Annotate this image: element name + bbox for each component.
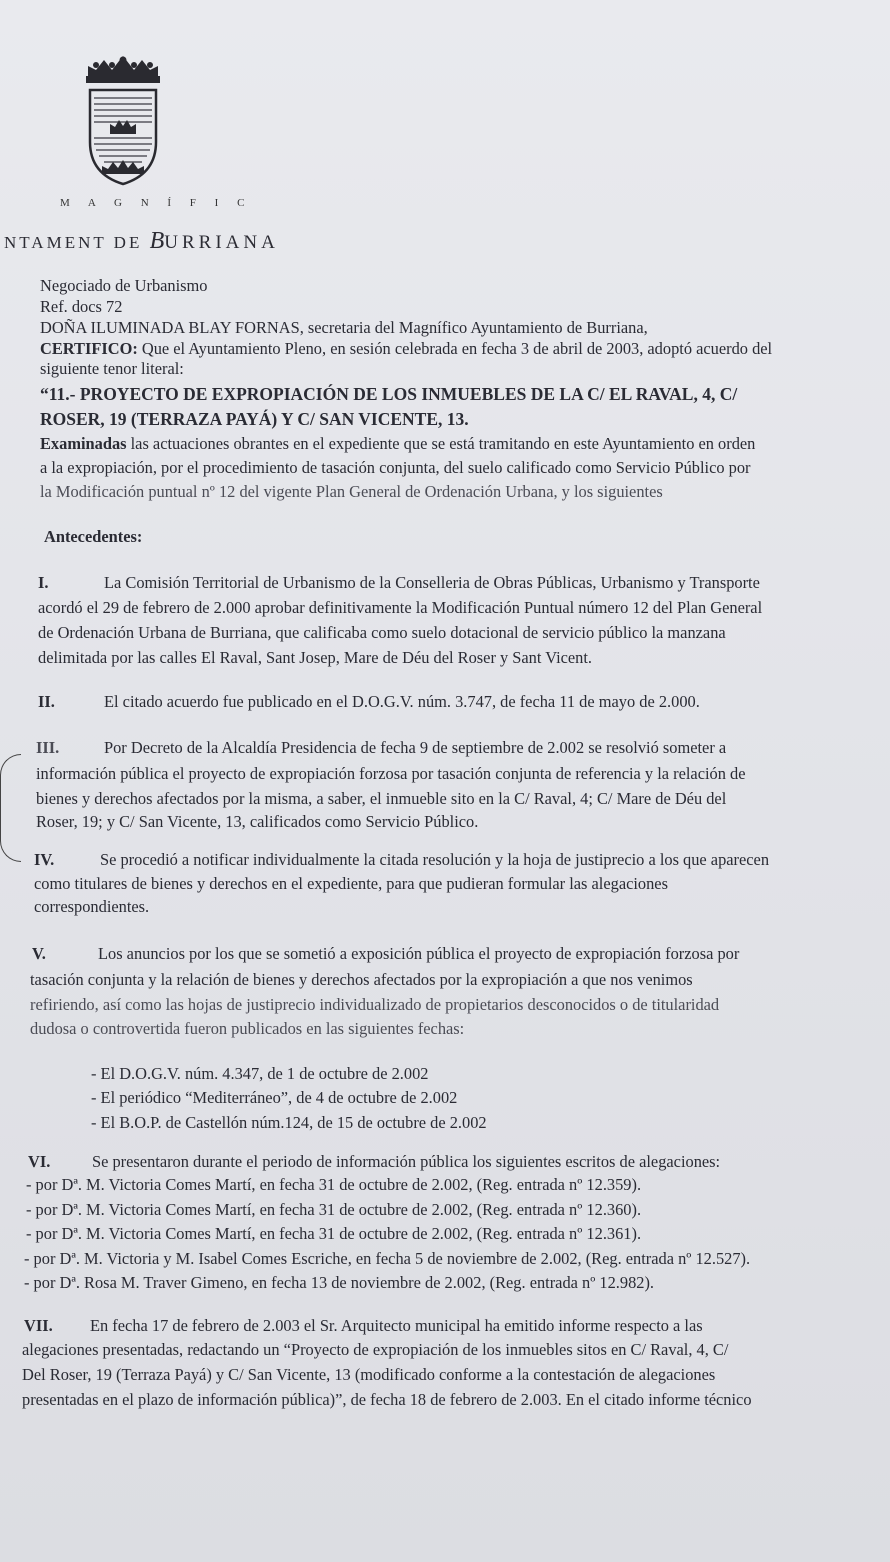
secretary-rest: , secretaria del Magnífico Ayuntamiento de Burriana,: [299, 318, 648, 337]
section-VI-line: Se presentaron durante el periodo de información pública los siguientes escritos de alegaciones:: [92, 1152, 721, 1171]
intro-first-word: Examinadas: [40, 434, 127, 453]
section-I-line: La Comisión Territorial de Urbanismo de la Conselleria de Obras Públicas, Urbanismo y Transporte: [104, 573, 760, 592]
section-V-line: tasación conjunta y la relación de bienes y derechos afectados por la expropiación a que nos venimos: [30, 970, 693, 989]
antecedentes-heading: Antecedentes:: [44, 527, 143, 546]
letterhead-city-initial: B: [149, 228, 165, 254]
coat-of-arms-icon: [82, 56, 164, 186]
section-VII-label: VII.: [24, 1316, 53, 1335]
section-I-line: delimitada por las calles El Raval, Sant Josep, Mare de Déu del Roser y Sant Vicent.: [38, 648, 593, 667]
section-VII-line: alegaciones presentadas, redactando un “Proyecto de expropiación de los inmuebles sitos en C/ Raval, 4, C/: [22, 1340, 729, 1359]
section-III-line: información pública el proyecto de expropiación forzosa por tasación conjunta de referencia y la relación de: [36, 764, 746, 783]
section-I-label: I.: [38, 573, 49, 592]
letterhead-prefix: NTAMENT DE: [4, 233, 150, 252]
intro-line1: [40, 434, 755, 454]
section-V-line: refiriendo, así como las hojas de justiprecio individualizado de propietarios desconocidos o de titularidad: [30, 995, 720, 1014]
section-V-item: - El B.O.P. de Castellón núm.124, de 15 de octubre de 2.002: [91, 1113, 487, 1132]
agreement-title-line1: “11.- PROYECTO DE EXPROPIACIÓN DE LOS INMUEBLES DE LA C/ EL RAVAL, 4, C/: [40, 384, 738, 404]
intro-line2: a la expropiación, por el procedimiento de tasación conjunta, del suelo calificado como Servicio Público por: [40, 458, 751, 477]
section-III-line: Por Decreto de la Alcaldía Presidencia de fecha 9 de septiembre de 2.002 se resolvió someter a: [104, 738, 727, 757]
section-VI-item: - por Dª. M. Victoria y M. Isabel Comes Escriche, en fecha 5 de noviembre de 2.002, (Reg. entrada nº 12.527).: [24, 1249, 751, 1268]
section-II-label: II.: [38, 692, 55, 711]
section-IV-line: Se procedió a notificar individualmente la citada resolución y la hoja de justiprecio a los que aparecen: [100, 850, 770, 869]
section-IV-label: IV.: [34, 850, 55, 869]
section-V-line: Los anuncios por los que se sometió a exposición pública el proyecto de expropiación forzosa por: [98, 944, 740, 963]
section-V-line: dudosa o controvertida fueron publicados en las siguientes fechas:: [30, 1019, 465, 1038]
section-I-line: acordó el 29 de febrero de 2.000 aprobar definitivamente la Modificación Puntual número 12 del Plan General: [38, 598, 763, 617]
section-III-line: Roser, 19; y C/ San Vicente, 13, calificados como Servicio Público.: [36, 812, 479, 831]
section-VI-item: - por Dª. M. Victoria Comes Martí, en fecha 31 de octubre de 2.002, (Reg. entrada nº 12.361).: [26, 1224, 642, 1243]
section-IV-line: como titulares de bienes y derechos en el expediente, para que pudieran formular las alegaciones: [34, 874, 668, 893]
section-II-line: El citado acuerdo fue publicado en el D.O.G.V. núm. 3.747, de fecha 11 de mayo de 2.000.: [104, 692, 700, 711]
certifico-label: CERTIFICO:: [40, 339, 138, 358]
intro-line1-rest: las actuaciones obrantes en el expediente que se está tramitando en este Ayuntamiento en orden: [126, 434, 756, 453]
agreement-title-line2: ROSER, 19 (TERRAZA PAYÁ) Y C/ SAN VICENTE, 13.: [40, 409, 469, 429]
letterhead-city-rest: URRIANA: [164, 232, 279, 253]
certifico-line-2: siguiente tenor literal:: [40, 359, 184, 378]
section-VII-line: Del Roser, 19 (Terraza Payá) y C/ San Vicente, 13 (modificado conforme a la contestación de alegaciones: [22, 1365, 716, 1384]
section-I-line: de Ordenación Urbana de Burriana, que calificaba como suelo dotacional de servicio público la manzana: [38, 623, 726, 642]
section-V-item: - El periódico “Mediterráneo”, de 4 de octubre de 2.002: [91, 1088, 458, 1107]
intro-line3: la Modificación puntual nº 12 del vigente Plan General de Ordenación Urbana, y los siguientes: [40, 482, 663, 501]
section-III-line: bienes y derechos afectados por la misma, a saber, el inmueble sito en la C/ Raval, 4; C/ Mare de Déu del: [36, 789, 727, 808]
section-IV-line: correspondientes.: [34, 897, 150, 916]
certifico-text: Que el Ayuntamiento Pleno, en sesión celebrada en fecha 3 de abril de 2003, adoptó acuerdo del: [137, 339, 773, 358]
section-VII-line: presentadas en el plazo de información pública)”, de fecha 18 de febrero de 2.003. En el citado informe técnico: [22, 1390, 752, 1409]
department-line: Negociado de Urbanismo: [40, 276, 208, 295]
reference-line: Ref. docs 72: [40, 297, 123, 316]
secretary-line: [40, 318, 648, 338]
section-VI-item: - por Dª. M. Victoria Comes Martí, en fecha 31 de octubre de 2.002, (Reg. entrada nº 12.359).: [26, 1175, 642, 1194]
letterhead-line1: M A G N Í F I C: [60, 197, 253, 209]
section-V-item: - El D.O.G.V. núm. 4.347, de 1 de octubre de 2.002: [91, 1064, 429, 1083]
section-VI-item: - por Dª. Rosa M. Traver Gimeno, en fecha 13 de noviembre de 2.002, (Reg. entrada nº 12.982).: [24, 1273, 655, 1292]
section-III-label: III.: [36, 738, 60, 757]
section-VII-line: En fecha 17 de febrero de 2.003 el Sr. Arquitecto municipal ha emitido informe respecto a las: [90, 1316, 703, 1335]
letterhead-line2: [4, 228, 279, 255]
secretary-name: DOÑA ILUMINADA BLAY FORNAS: [40, 318, 300, 337]
section-V-label: V.: [32, 944, 46, 963]
handwritten-bracket-mark: [0, 754, 21, 862]
certifico-line: [40, 339, 772, 359]
section-VI-label: VI.: [28, 1152, 51, 1171]
section-VI-item: - por Dª. M. Victoria Comes Martí, en fecha 31 de octubre de 2.002, (Reg. entrada nº 12.360).: [26, 1200, 642, 1219]
